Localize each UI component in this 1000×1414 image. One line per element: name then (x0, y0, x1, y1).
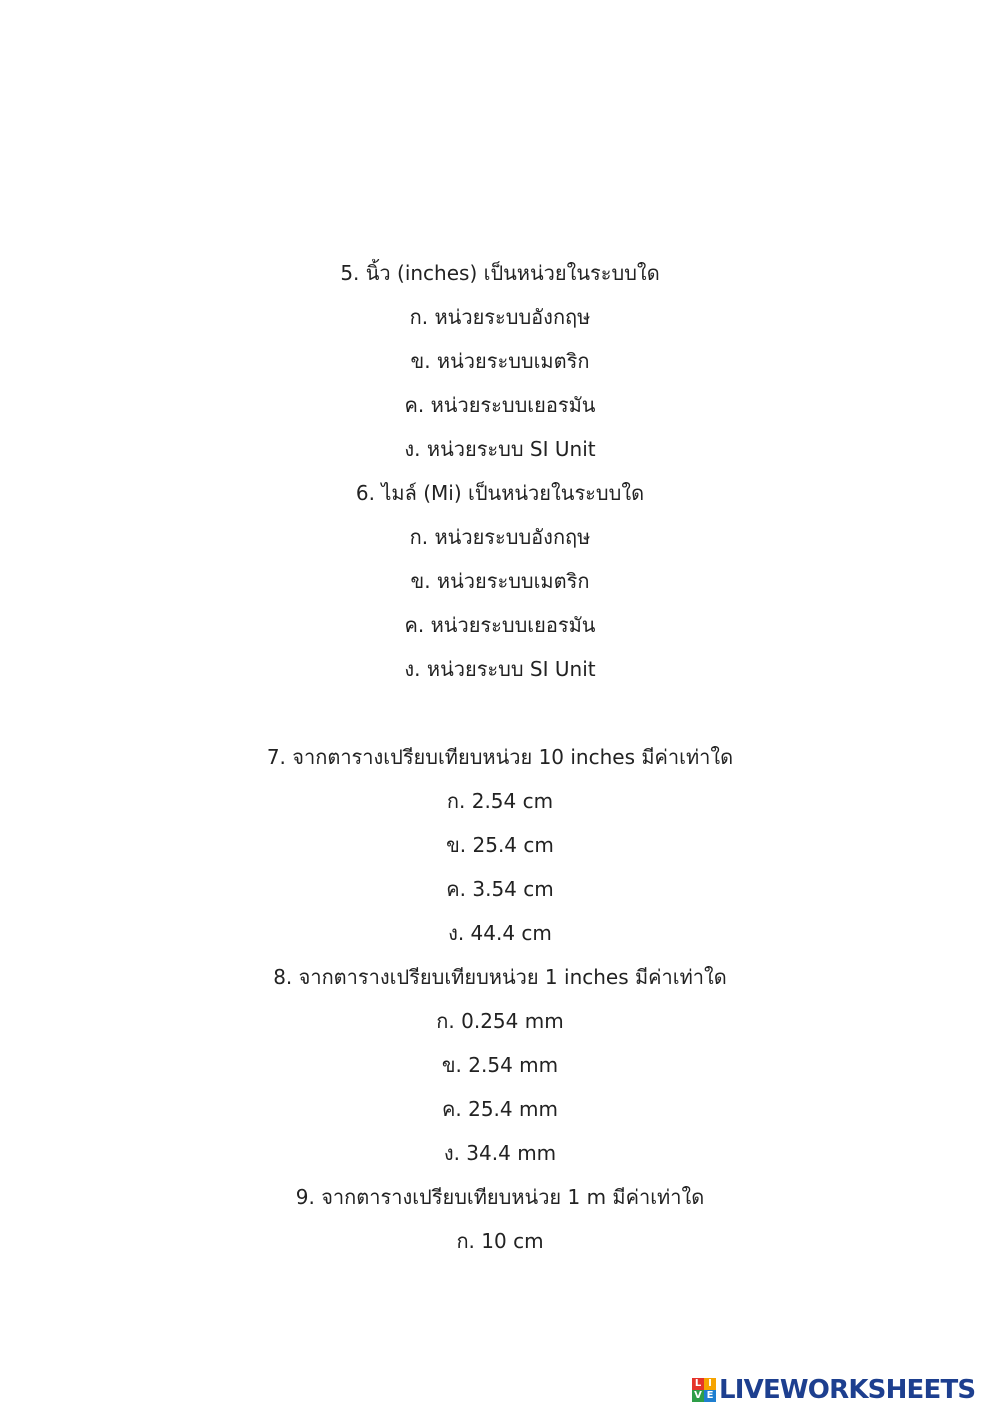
question-6-option-c[interactable]: ค. หน่วยระบบเยอรมัน (404, 613, 596, 637)
question-5-option-a[interactable]: ก. หน่วยระบบอังกฤษ (409, 305, 591, 329)
question-8-option-c[interactable]: ค. 25.4 mm (442, 1097, 558, 1121)
liveworksheets-logo[interactable] (692, 1374, 975, 1406)
question-7-option-c[interactable]: ค. 3.54 cm (446, 877, 554, 901)
question-7-option-b[interactable]: ข. 25.4 cm (446, 833, 554, 857)
logo-mark-letter: V (692, 1390, 704, 1402)
question-6-option-d[interactable]: ง. หน่วยระบบ SI Unit (404, 657, 596, 681)
question-7-option-d[interactable]: ง. 44.4 cm (448, 921, 552, 945)
question-5-option-d[interactable]: ง. หน่วยระบบ SI Unit (404, 437, 596, 461)
liveworksheets-logo-text: LIVEWORKSHEETS (719, 1375, 976, 1405)
liveworksheets-logo-icon (692, 1378, 716, 1402)
question-6-prompt: 6. ไมล์ (Mi) เป็นหน่วยในระบบใด (355, 481, 645, 505)
logo-mark-letter: E (704, 1390, 716, 1402)
question-8-option-b[interactable]: ข. 2.54 mm (441, 1053, 559, 1077)
logo-mark-letter: I (704, 1378, 716, 1390)
question-5-option-b[interactable]: ข. หน่วยระบบเมตริก (410, 349, 590, 373)
question-7-prompt: 7. จากตารางเปรียบเทียบหน่วย 10 inches มีค่าเท่าใด (266, 745, 734, 769)
logo-mark-letter: L (692, 1378, 704, 1390)
question-6-option-a[interactable]: ก. หน่วยระบบอังกฤษ (409, 525, 591, 549)
question-8-option-a[interactable]: ก. 0.254 mm (436, 1009, 564, 1033)
question-8-option-d[interactable]: ง. 34.4 mm (443, 1141, 557, 1165)
question-9-option-a[interactable]: ก. 10 cm (456, 1229, 544, 1253)
question-6-option-b[interactable]: ข. หน่วยระบบเมตริก (410, 569, 590, 593)
question-5-prompt: 5. นิ้ว (inches) เป็นหน่วยในระบบใด (340, 261, 660, 285)
question-9-prompt: 9. จากตารางเปรียบเทียบหน่วย 1 m มีค่าเท่าใด (295, 1185, 705, 1209)
question-7-option-a[interactable]: ก. 2.54 cm (446, 789, 554, 813)
question-5-option-c[interactable]: ค. หน่วยระบบเยอรมัน (404, 393, 596, 417)
question-8-prompt: 8. จากตารางเปรียบเทียบหน่วย 1 inches มีค่าเท่าใด (273, 965, 727, 989)
